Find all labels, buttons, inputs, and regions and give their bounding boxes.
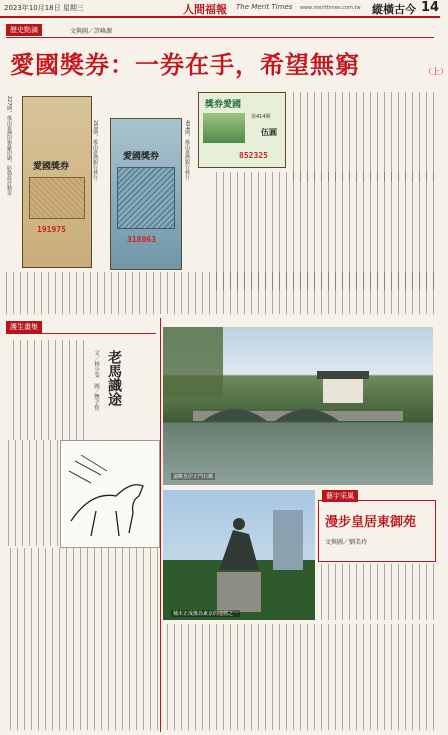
- coupon-caption-2: 260期，係由臺灣銀行發行: [92, 120, 98, 180]
- statue-illustration-icon: [163, 490, 315, 620]
- coupon-caption-1: 227期，係由臺灣印製廠印刷，防偽設計精美: [6, 96, 12, 196]
- coupon-pattern-3: [203, 113, 245, 143]
- story-tag: 歷史點滴: [6, 24, 42, 36]
- horse-sketch-icon: [61, 441, 159, 547]
- story-title: 愛國獎券：一券在手，希望無窮: [10, 50, 360, 79]
- column-text-left: [6, 440, 58, 546]
- coupon-serial-3: 852325: [239, 151, 268, 160]
- page-header: [0, 0, 440, 18]
- coupon-title-1: 愛國獎券: [33, 162, 70, 172]
- coupon-image-1: [22, 96, 92, 268]
- issue-date: 2023年10月18日 星期三: [4, 4, 84, 12]
- column-title-left: 老馬識途: [106, 350, 122, 406]
- website-url[interactable]: www.merittimes.com.tw: [300, 5, 361, 11]
- story-part: （上）: [424, 67, 448, 76]
- ink-painting-horse: [60, 440, 160, 548]
- coupon-serial-2: 318063: [127, 235, 156, 244]
- column-text-right: [163, 624, 434, 730]
- coupon-title-2: 愛國獎券: [123, 152, 160, 162]
- photo-statue: [163, 490, 315, 620]
- photo-imperial-bridge: [163, 327, 433, 485]
- column-text-left: [10, 340, 84, 440]
- column-text-left: [6, 548, 158, 730]
- coupon-pattern-1: [29, 177, 85, 219]
- newspaper-logo: 人間福報: [183, 3, 227, 16]
- coupon-value-3: 伍圓: [261, 128, 277, 137]
- column-text-right: [320, 564, 434, 620]
- photo-caption-statue: 楠木正成像為東京的地標之一: [173, 611, 239, 617]
- coupon-period-3: 第414期: [251, 114, 271, 120]
- column-byline-left: 文／林少雯 圖／豐子愷: [93, 350, 99, 411]
- story-byline: 文與圖／許峰源: [70, 28, 113, 35]
- photo-caption-bridge: 遠眺皇居正門石橋: [173, 474, 214, 480]
- column-divider: [160, 318, 161, 732]
- coupon-pattern-2: [117, 167, 175, 229]
- column-byline-right: 文與圖／劉美玲: [325, 539, 368, 546]
- coupon-image-3: [198, 92, 286, 168]
- column-tag-right: 藝宇采風: [322, 490, 358, 502]
- bridge-illustration-icon: [163, 327, 433, 485]
- column-title-box: [318, 500, 436, 562]
- article-text-block: [290, 92, 434, 182]
- column-title-right: 漫步皇居東御苑: [325, 515, 417, 530]
- coupon-caption-3: 404期，係由臺灣銀行發行: [184, 120, 190, 180]
- page-number: 14: [421, 0, 440, 15]
- divider: [6, 333, 156, 334]
- coupon-image-2: [110, 118, 182, 270]
- newspaper-logo-en: The Merit Times: [236, 3, 293, 11]
- section-title: 縱橫古今: [372, 3, 416, 16]
- column-tag-left: 護生畫集: [6, 321, 42, 333]
- divider: [6, 37, 434, 38]
- article-text-block: [6, 272, 434, 314]
- coupon-serial-1: 191975: [37, 225, 66, 234]
- coupon-title-3: 獎券愛國: [205, 100, 242, 110]
